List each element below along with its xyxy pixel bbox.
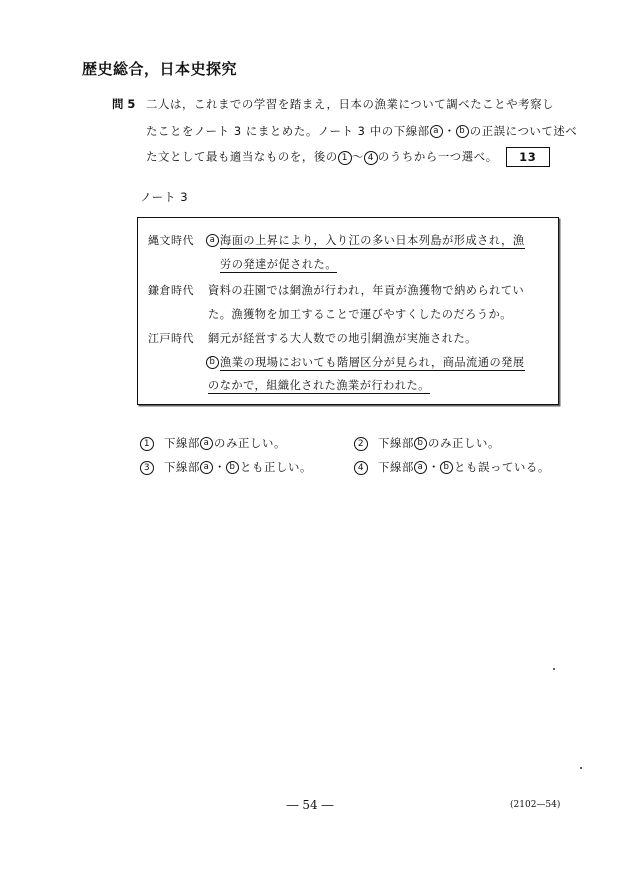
- section-title: 歴史総合，日本史探究: [82, 60, 238, 78]
- underlined-text-a-line-1: 海面の上昇により，入り江の多い日本列島が形成され，漁: [220, 234, 525, 247]
- underline-b-marker: b: [206, 356, 219, 369]
- option-4-number: 4: [354, 461, 368, 475]
- underline-a-marker: a: [206, 234, 219, 247]
- scan-speck: [553, 668, 555, 670]
- note-row-jomon-line-2: [220, 256, 337, 272]
- option-2-text-pre: 下線部: [378, 436, 414, 450]
- dot-separator: ・: [443, 124, 456, 138]
- option-2-number: 2: [354, 437, 368, 451]
- underlined-text-b-line-1: 漁業の現場においても階層区分が見られ，商品流通の発展: [220, 356, 525, 369]
- option-2-text-post: のみ正しい。: [427, 436, 500, 450]
- option-3-text-post: とも正しい。: [239, 460, 312, 474]
- note-row-kamakura-line-1: 資料の荘園では網漁が行われ，年貢が漁獲物で納められてい: [208, 284, 525, 297]
- option-4[interactable]: [354, 459, 550, 475]
- option-3-separator: ・: [213, 460, 226, 474]
- era-jomon: 縄文時代: [148, 234, 194, 247]
- note-row-jomon-line-1: [206, 232, 525, 248]
- underlined-text-b-line-2: のなかで，組織化された漁業が行われた。: [208, 379, 430, 392]
- underline-b-marker: b: [440, 461, 453, 474]
- option-1-text-post: のみ正しい。: [213, 436, 286, 450]
- question-line-2-text-a: たことをノート 3 にまとめた。ノート 3 中の下線部: [146, 124, 430, 138]
- note-row-edo-line-2: [206, 354, 525, 370]
- option-4-text-post: とも誤っている。: [453, 460, 550, 474]
- option-first-marker: 1: [338, 151, 352, 165]
- option-last-marker: 4: [364, 151, 378, 165]
- option-4-separator: ・: [427, 460, 440, 474]
- note-label: ノート 3: [140, 190, 189, 204]
- question-line-3: [146, 147, 550, 167]
- page-number: ― 54 ―: [286, 798, 334, 812]
- note-row-edo-line-3: [208, 377, 430, 393]
- question-line-2: [146, 123, 577, 139]
- option-1-number: 1: [140, 437, 154, 451]
- option-3-text-pre: 下線部: [164, 460, 200, 474]
- question-number: 問 5: [112, 97, 136, 111]
- note-row-edo-line-1: 網元が経営する大人数での地引網漁が実施された。: [208, 332, 477, 345]
- question-line-3-text-b: のうちから一つ選べ。: [377, 149, 498, 164]
- underlined-text-a-line-2: 労の発達が促された。: [220, 258, 337, 271]
- option-3-number: 3: [140, 461, 154, 475]
- era-kamakura: 鎌倉時代: [148, 284, 194, 297]
- question-line-2-text-b: の正誤について述べ: [469, 124, 578, 138]
- option-3[interactable]: [140, 459, 312, 475]
- era-edo: 江戸時代: [148, 332, 194, 345]
- underline-a-marker: a: [414, 461, 427, 474]
- option-1-text-pre: 下線部: [164, 436, 200, 450]
- question-line-1: 二人は，これまでの学習を踏まえ，日本の漁業について調べたことや考察し: [146, 97, 555, 111]
- underline-b-marker: b: [226, 461, 239, 474]
- note-row-kamakura-line-2: た。漁獲物を加工することで運びやすくしたのだろうか。: [208, 308, 512, 321]
- option-2[interactable]: [354, 435, 500, 451]
- answer-box[interactable]: 13: [506, 147, 550, 167]
- underline-a-marker: a: [430, 125, 443, 138]
- range-separator: ～: [351, 149, 364, 164]
- scan-speck: [580, 767, 582, 769]
- document-code: (2102—54): [510, 800, 561, 810]
- underline-a-marker: a: [200, 437, 213, 450]
- question-line-3-text-a: た文として最も適当なものを，後の: [146, 149, 338, 164]
- underline-b-marker: b: [414, 437, 427, 450]
- option-4-text-pre: 下線部: [378, 460, 414, 474]
- option-1[interactable]: [140, 435, 286, 451]
- underline-a-marker: a: [200, 461, 213, 474]
- underline-b-marker: b: [456, 125, 469, 138]
